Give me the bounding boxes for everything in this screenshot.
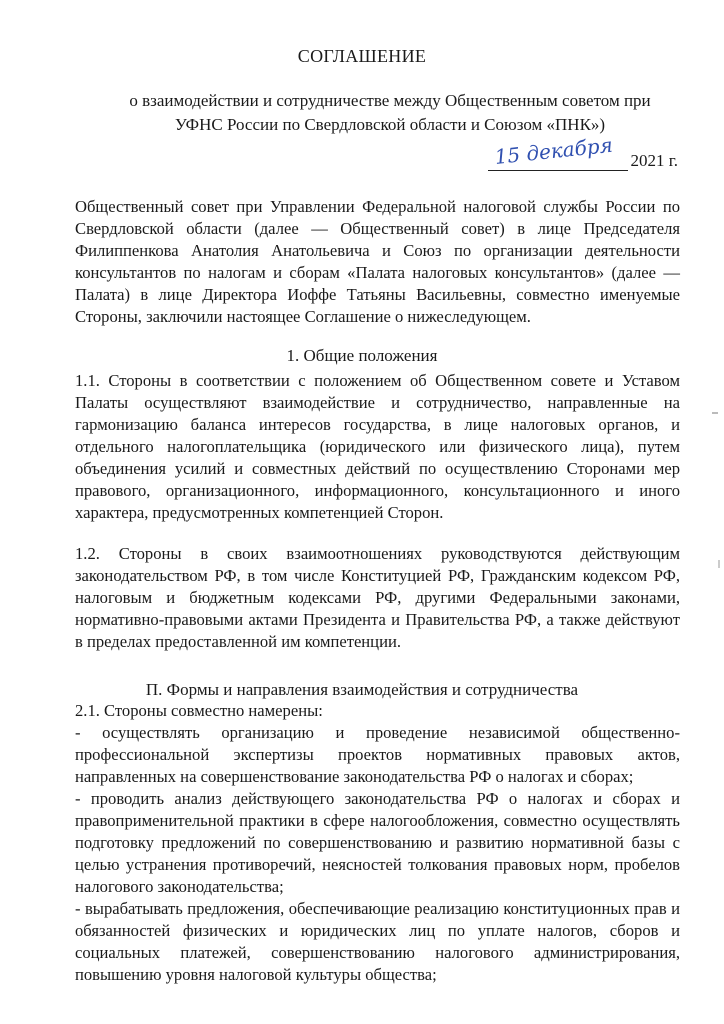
intro-paragraph: Общественный совет при Управлении Федеральной налоговой службы России по Свердловской области (далее — Общественный совет) в лице Председателя Филиппенкова Анатолия Анатольевича и Союз по организации деятельности консультантов по налогам и сборам «Палата налоговых консультантов» (далее — Палата) в лице Директора Иоффе Татьяны Васильевны, совместно именуемые Стороны, заключили настоящее Соглашение о нижеследующем. — [75, 197, 680, 326]
paragraph-2-1-lead: 2.1. Стороны совместно намерены: — [75, 701, 323, 720]
section-2-list — [75, 700, 680, 986]
handwritten-date: 15 декабря — [493, 132, 615, 169]
agreement-date — [488, 132, 678, 171]
date-year: 2021 г. — [630, 151, 678, 170]
paragraph-1-2: 1.2. Стороны в своих взаимоотношениях руководствуются действующим законодательством РФ, в том числе Конституцией РФ, Гражданским кодексом РФ, налоговым и бюджетным кодексами РФ, другими Федеральными законами, нормативно-правовыми актами Президента и Правительства РФ, а также действуют в пределах предоставленной им компетенции. — [75, 544, 680, 651]
list-item: - вырабатывать предложения, обеспечивающие реализацию конституционных прав и обязанностей физических и юридических лиц по уплате налогов, сборов и социальных платежей, совершенствованию налогового администрирования, повышению уровня налоговой культуры общества; — [75, 899, 680, 984]
list-item: - осуществлять организацию и проведение независимой общественно-профессиональной экспертизы проектов нормативных правовых актов, направленных на совершенствование законодательства РФ о налогах и сборах; — [75, 723, 680, 786]
document-subtitle: о взаимодействии и сотрудничестве между Общественным советом при УФНС России по Свердловской области и Союзом «ПНК») — [129, 91, 651, 134]
section-1-heading: 1. Общие положения — [286, 346, 438, 365]
date-blank-line — [488, 132, 628, 171]
paragraph-1-1: 1.1. Стороны в соответствии с положением об Общественном совете и Уставом Палаты осуществляют взаимодействие и сотрудничество, направленные на гармонизацию баланса интересов государства, в лице налоговых органов, и отдельного налогоплательщика (юридического или физического лица), путем объединения усилий и совместных действий по осуществлению Сторонами мер правового, организационного, информационного, консультационного и иного характера, предусмотренных компетенцией Сторон. — [75, 371, 680, 522]
list-item: - проводить анализ действующего законодательства РФ о налогах и сборах и правоприменительной практики в сфере налогообложения, совместно осуществлять подготовку предложений по совершенствованию и развитию нормативной базы с целью устранения противоречий, неясностей толкования правовых норм, пробелов налогового законодательства; — [75, 789, 680, 896]
section-2-heading: П. Формы и направления взаимодействия и сотрудничества — [145, 680, 579, 699]
scan-mark — [718, 560, 720, 568]
document-title: СОГЛАШЕНИЕ — [297, 46, 427, 66]
scan-mark — [712, 412, 718, 414]
